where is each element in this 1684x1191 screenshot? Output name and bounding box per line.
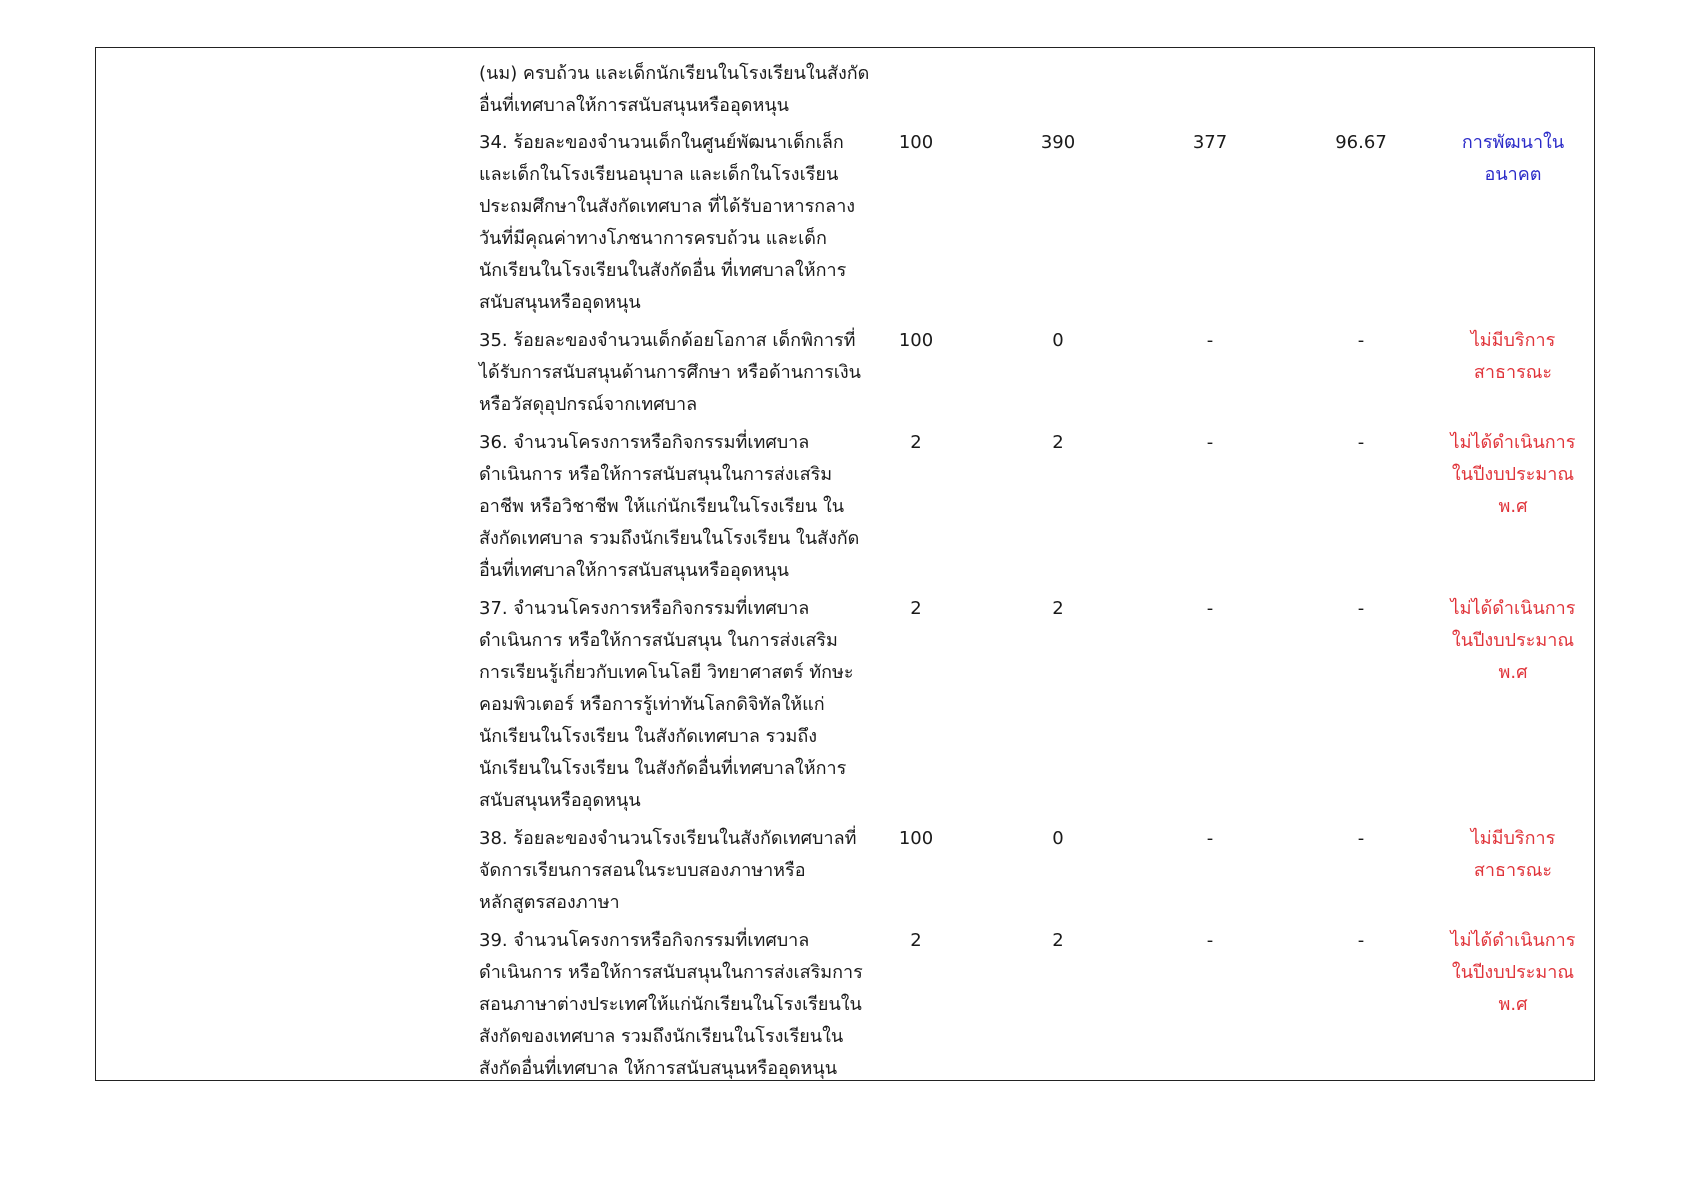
total-value: 2: [1052, 598, 1064, 619]
indicator-description: [479, 823, 869, 919]
status-line: ในปีงบประมาณ: [1451, 464, 1575, 485]
status-line: ในปีงบประมาณ: [1451, 630, 1575, 651]
description-line: จัดการเรียนการสอนในระบบสองภาษาหรือ: [479, 860, 806, 881]
description-line: สอนภาษาต่างประเทศให้แก่นักเรียนในโรงเรียนใน: [479, 994, 862, 1015]
description-line: หลักสูตรสองภาษา: [479, 892, 620, 913]
description-line: คอมพิวเตอร์ หรือการรู้เท่าทันโลกดิจิทัลให้แก่: [479, 694, 825, 715]
description-line: วันที่มีคุณค่าทางโภชนาการครบถ้วน และเด็ก: [479, 228, 827, 249]
target-value: 2: [910, 930, 922, 951]
status-line: ไม่ได้ดำเนินการ: [1450, 598, 1576, 619]
indicator-description: [479, 58, 869, 122]
description-line: ดำเนินการ หรือให้การสนับสนุนในการส่งเสริม: [479, 464, 833, 485]
percent-value: 96.67: [1335, 132, 1387, 153]
description-line: สนับสนุนหรืออุดหนุน: [479, 292, 641, 313]
description-line: หรือวัสดุอุปกรณ์จากเทศบาล: [479, 394, 698, 415]
status-line: ไม่ได้ดำเนินการ: [1450, 432, 1576, 453]
total-value: 390: [1040, 132, 1076, 153]
description-line: 38. ร้อยละของจำนวนโรงเรียนในสังกัดเทศบาลที่: [479, 828, 857, 849]
description-line: สังกัดเทศบาล รวมถึงนักเรียนในโรงเรียน ในสังกัด: [479, 528, 860, 549]
status-text: [1423, 823, 1603, 887]
status-line: พ.ศ: [1498, 496, 1528, 517]
description-line: ดำเนินการ หรือให้การสนับสนุนในการส่งเสริมการ: [479, 962, 863, 983]
indicator-description: [479, 593, 869, 817]
target-value: 100: [898, 132, 934, 153]
status-text: [1423, 925, 1603, 1021]
percent-value: -: [1357, 828, 1365, 849]
status-line: สาธารณะ: [1473, 860, 1553, 881]
description-line: 37. จำนวนโครงการหรือกิจกรรมที่เทศบาล: [479, 598, 810, 619]
target-value: 100: [898, 330, 934, 351]
description-line: (นม) ครบถ้วน และเด็กนักเรียนในโรงเรียนในสังกัด: [479, 63, 870, 84]
served-value: -: [1206, 330, 1214, 351]
status-line: ไม่มีบริการ: [1470, 330, 1556, 351]
description-line: ได้รับการสนับสนุนด้านการศึกษา หรือด้านการเงิน: [479, 362, 861, 383]
status-text: [1423, 593, 1603, 689]
total-value: 0: [1052, 828, 1064, 849]
status-line: ในปีงบประมาณ: [1451, 962, 1575, 983]
description-line: ดำเนินการ หรือให้การสนับสนุน ในการส่งเสริม: [479, 630, 838, 651]
percent-value: -: [1357, 330, 1365, 351]
target-value: 100: [898, 828, 934, 849]
indicator-description: [479, 427, 869, 587]
total-value: 2: [1052, 432, 1064, 453]
status-text: [1423, 325, 1603, 389]
served-value: -: [1206, 828, 1214, 849]
status-text: [1423, 127, 1603, 191]
percent-value: -: [1357, 432, 1365, 453]
status-text: [1423, 427, 1603, 523]
indicator-description: [479, 325, 869, 421]
served-value: 377: [1192, 132, 1228, 153]
status-line: พ.ศ: [1498, 662, 1528, 683]
target-value: 2: [910, 598, 922, 619]
status-line: การพัฒนาใน: [1461, 132, 1565, 153]
total-value: 2: [1052, 930, 1064, 951]
status-line: สาธารณะ: [1473, 362, 1553, 383]
description-line: อาชีพ หรือวิชาชีพ ให้แก่นักเรียนในโรงเรียน ใน: [479, 496, 845, 517]
description-line: อื่นที่เทศบาลให้การสนับสนุนหรืออุดหนุน: [479, 560, 789, 581]
description-line: 36. จำนวนโครงการหรือกิจกรรมที่เทศบาล: [479, 432, 810, 453]
percent-value: -: [1357, 598, 1365, 619]
status-line: ไม่มีบริการ: [1470, 828, 1556, 849]
description-line: นักเรียนในโรงเรียน ในสังกัดเทศบาล รวมถึง: [479, 726, 818, 747]
status-line: พ.ศ: [1498, 994, 1528, 1015]
description-line: 39. จำนวนโครงการหรือกิจกรรมที่เทศบาล: [479, 930, 810, 951]
served-value: -: [1206, 598, 1214, 619]
served-value: -: [1206, 930, 1214, 951]
description-line: ประถมศึกษาในสังกัดเทศบาล ที่ได้รับอาหารกลาง: [479, 196, 856, 217]
description-line: สนับสนุนหรืออุดหนุน: [479, 790, 641, 811]
description-line: และเด็กในโรงเรียนอนุบาล และเด็กในโรงเรียน: [479, 164, 839, 185]
description-line: การเรียนรู้เกี่ยวกับเทคโนโลยี วิทยาศาสตร์ ทักษะ: [479, 662, 854, 683]
total-value: 0: [1052, 330, 1064, 351]
description-line: 34. ร้อยละของจำนวนเด็กในศูนย์พัฒนาเด็กเล็ก: [479, 132, 844, 153]
description-line: สังกัดอื่นที่เทศบาล ให้การสนับสนุนหรืออุดหนุน: [479, 1058, 838, 1079]
description-line: อื่นที่เทศบาลให้การสนับสนุนหรืออุดหนุน: [479, 95, 789, 116]
indicator-description: [479, 925, 869, 1085]
percent-value: -: [1357, 930, 1365, 951]
indicator-description: [479, 127, 869, 319]
description-line: นักเรียนในโรงเรียน ในสังกัดอื่นที่เทศบาลให้การ: [479, 758, 847, 779]
status-line: ไม่ได้ดำเนินการ: [1450, 930, 1576, 951]
status-line: อนาคต: [1484, 164, 1542, 185]
description-line: สังกัดของเทศบาล รวมถึงนักเรียนในโรงเรียนใน: [479, 1026, 844, 1047]
indicator-table: [95, 47, 1595, 1081]
target-value: 2: [910, 432, 922, 453]
description-line: 35. ร้อยละของจำนวนเด็กด้อยโอกาส เด็กพิการที่: [479, 330, 856, 351]
description-line: นักเรียนในโรงเรียนในสังกัดอื่น ที่เทศบาลให้การ: [479, 260, 847, 281]
served-value: -: [1206, 432, 1214, 453]
